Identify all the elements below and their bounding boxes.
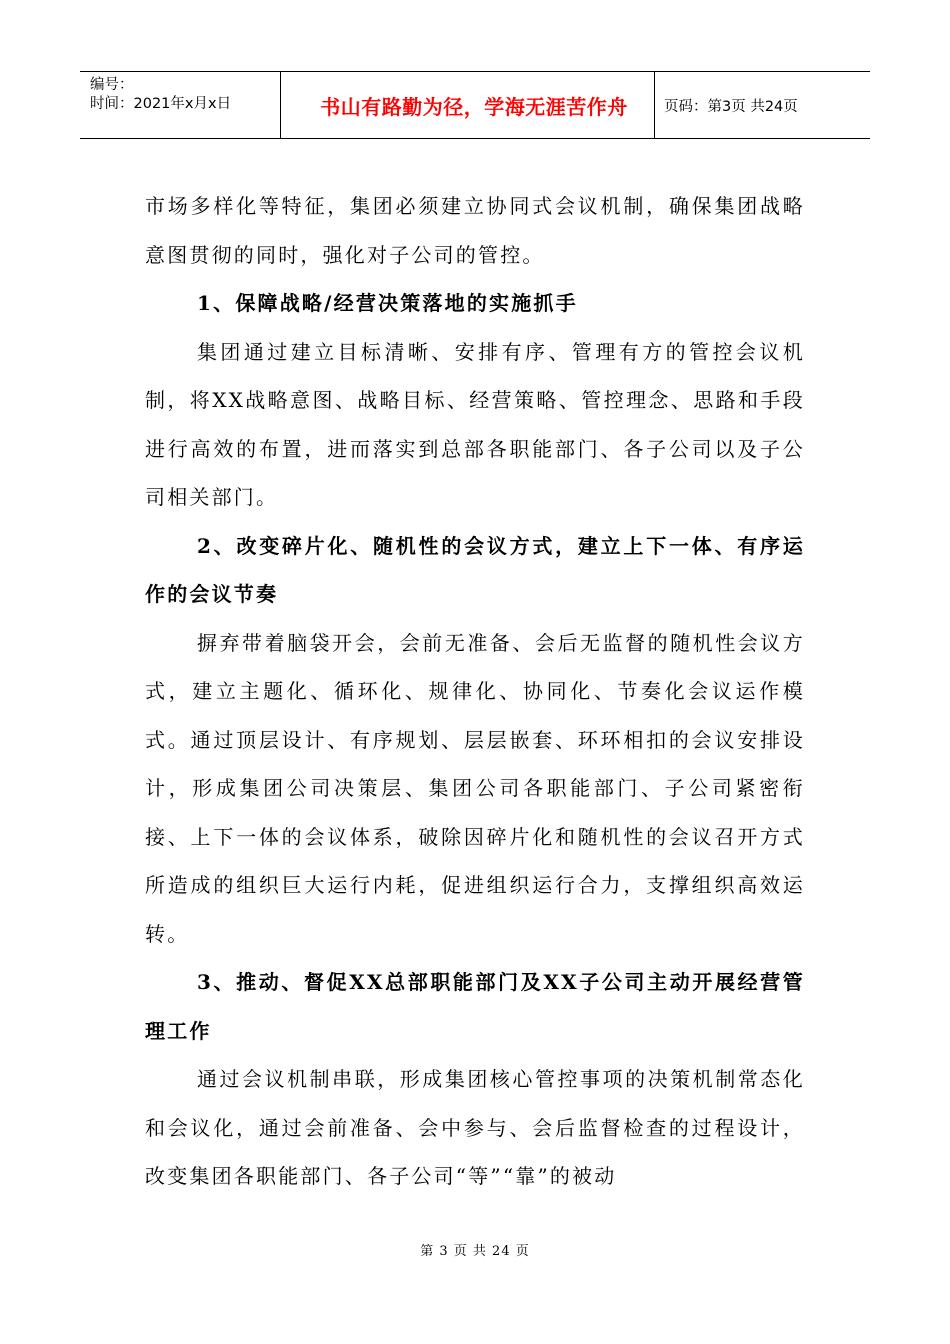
body-paragraph: 通过会议机制串联，形成集团核心管控事项的决策机制常态化和会议化，通过会前准备、会中参与、会后监督检查的过程设计，改变集团各职能部门、各子公司“等”“靠”的被动 <box>145 1067 805 1188</box>
page-header <box>80 71 870 139</box>
header-date-label: 时间：2021年x月x日 <box>90 96 232 112</box>
body-paragraph: 摒弃带着脑袋开会，会前无准备、会后无监督的随机性会议方式，建立主题化、循环化、规律化、协同化、节奏化会议运作模式。通过顶层设计、有序规划、层层嵌套、环环相扣的会议安排设计，形成集团公司决策层、集团公司各职能部门、子公司紧密衔接、上下一体的会议体系，破除因碎片化和随机性的会议召开方式所造成的组织巨大运行内耗，促进组织运行合力，支撑组织高效运转。 <box>145 630 805 946</box>
body-paragraph: 市场多样化等特征，集团必须建立协同式会议机制，确保集团战略意图贯彻的同时，强化对子公司的管控。 <box>145 194 805 267</box>
header-divider <box>280 72 281 138</box>
header-page-info: 页码：第3页 共24页 <box>664 98 798 115</box>
body-paragraph: 集团通过建立目标清晰、安排有序、管理有方的管控会议机制，将XX战略意图、战略目标、经营策略、管控理念、思路和手段进行高效的布置，进而落实到总部各职能部门、各子公司以及子公司相关部门。 <box>145 339 805 509</box>
section-heading: 3、推动、督促XX总部职能部门及XX子公司主动开展经营管理工作 <box>145 970 805 1043</box>
header-motto: 书山有路勤为径，学海无涯苦作舟 <box>320 94 628 119</box>
header-number-label: 编号： <box>90 77 134 93</box>
header-divider <box>654 72 655 138</box>
document-body <box>145 182 805 1201</box>
page-footer: 第 3 页 共 24 页 <box>420 1244 530 1259</box>
section-heading: 2、改变碎片化、随机性的会议方式，建立上下一体、有序运作的会议节奏 <box>145 533 805 606</box>
section-heading: 1、保障战略/经营决策落地的实施抓手 <box>197 291 578 315</box>
header-meta <box>90 76 280 114</box>
